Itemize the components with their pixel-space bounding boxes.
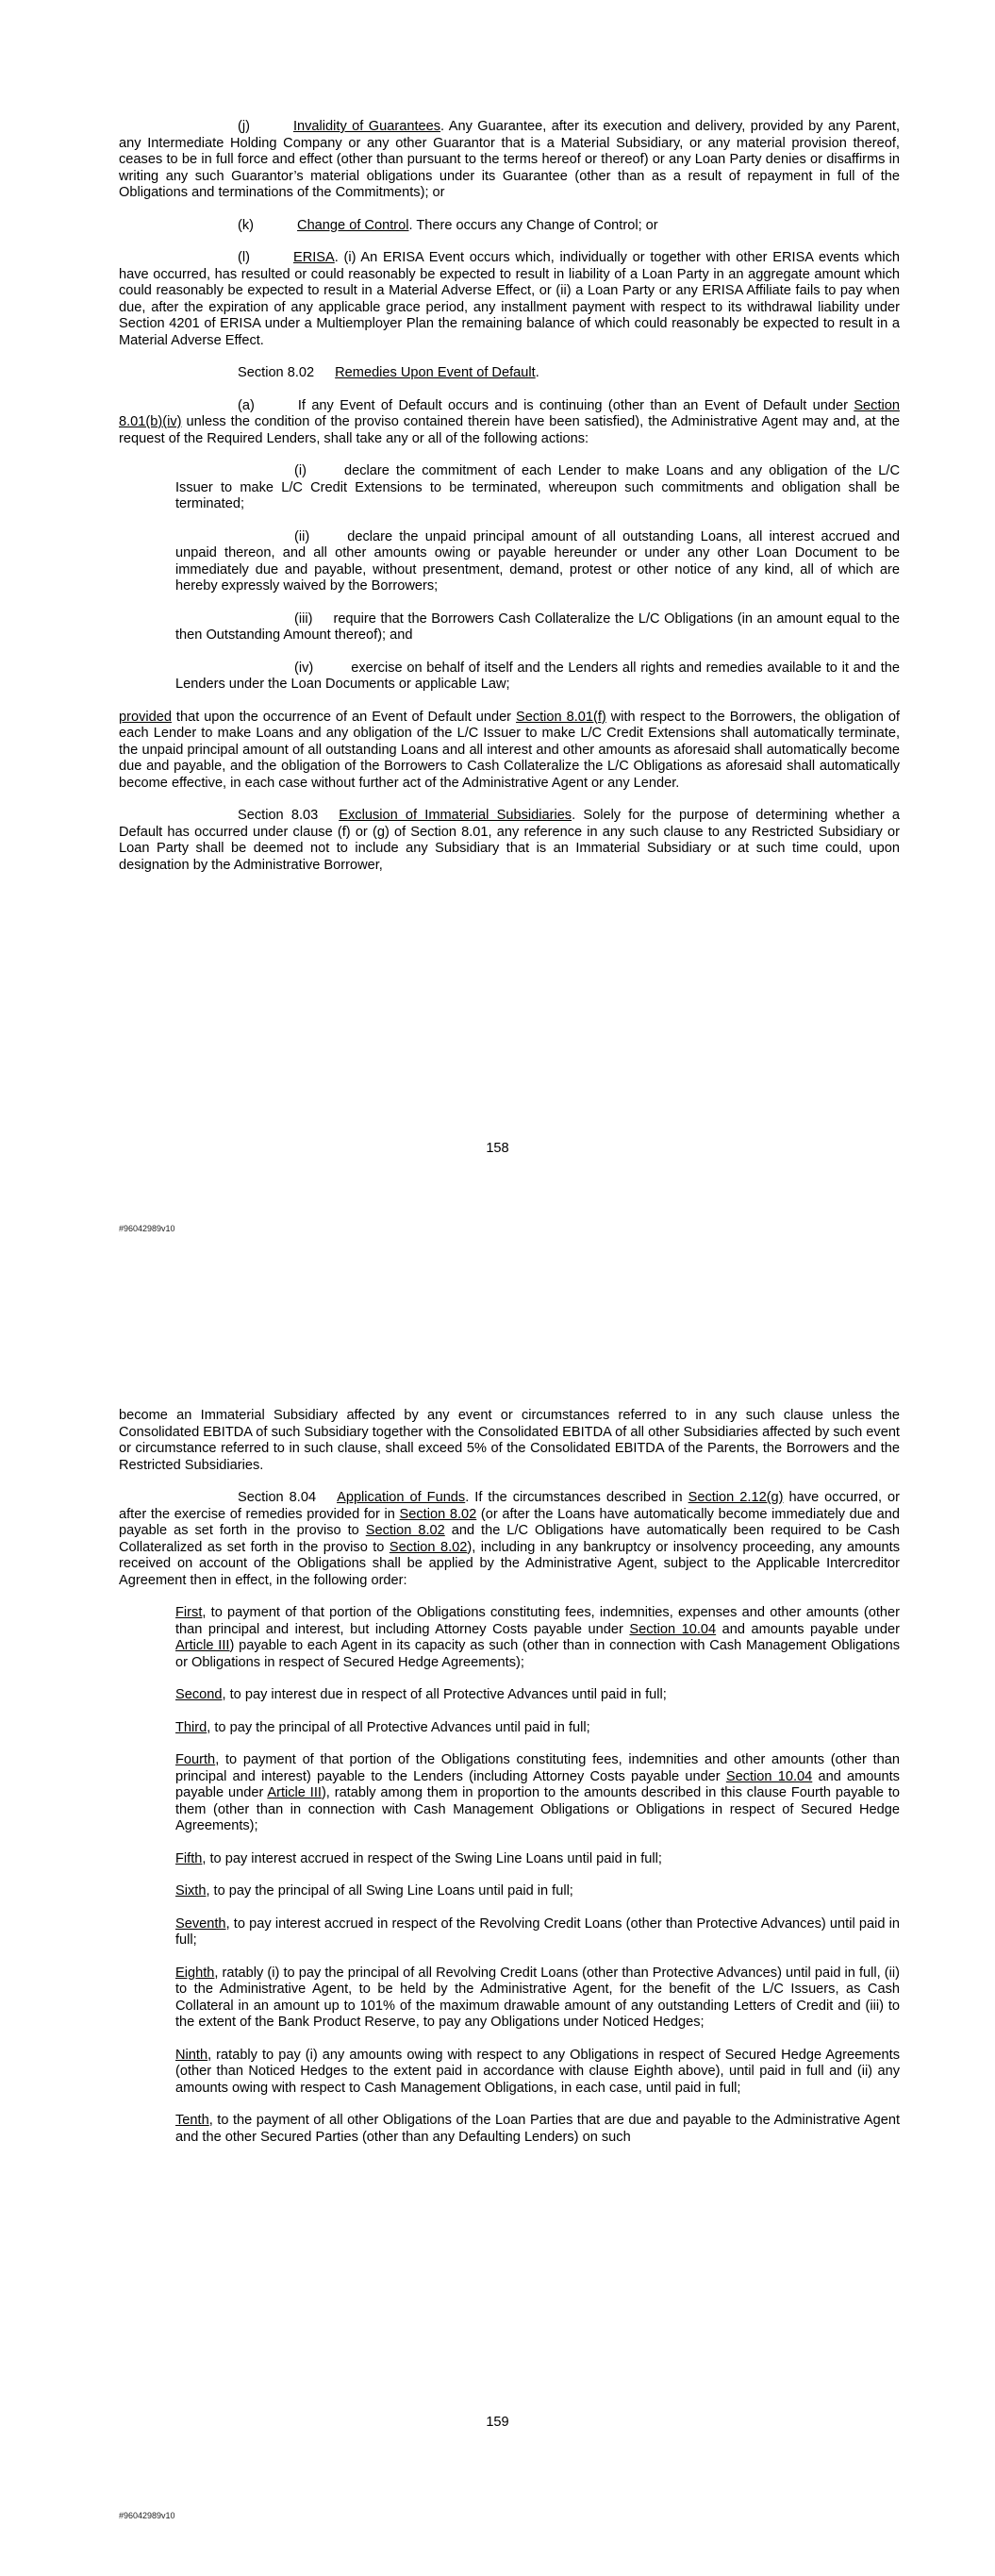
waterfall-text: , to payment of that portion of the Obligations constituting fees, indemnities, expenses and other amounts (other than principal and interest, but including Attorney Costs payable under — [175, 1605, 900, 1637]
section-8-04 — [119, 1490, 900, 1589]
waterfall-text: , to pay interest due in respect of all Protective Advances until paid in full; — [222, 1687, 667, 1702]
page-body — [119, 1408, 900, 2146]
clause-l — [119, 250, 900, 349]
section-text: (or after the Loans have automatically become immediately due and payable as set forth in the proviso to — [119, 1506, 901, 1538]
waterfall-lead: Tenth — [175, 2113, 209, 2128]
item-text: require that the Borrowers Cash Collateralize the L/C Obligations (in an amount equal to the then Outstanding Amount thereof); and — [175, 611, 900, 643]
proviso-paragraph — [119, 710, 900, 793]
cross-reference: Section 10.04 — [629, 1621, 717, 1637]
cross-reference: Section 8.01(b)(iv) — [119, 397, 900, 429]
paragraph-text: unless the condition of the proviso contained therein have been satisfied), the Administrative Agent may and, at the request of the Required Lenders, shall take any or all of the following actions: — [119, 414, 900, 446]
section-text: . Solely for the purpose of determining whether a Default has occurred under clause (f) or (g) of Section 8.01, any reference in any such clause to any Restricted Subsidiary or Loan Party shall be deemed not to include any Subsidiary that is an Immaterial Subsidiary or at such time could, upon designation by the Administrative Borrower, — [119, 808, 900, 873]
clause-label: (l) — [238, 250, 250, 265]
waterfall-text: ), ratably among them in proportion to the amounts described in this clause Fourth payable to them (other than in connection with Cash Management Obligations or Obligations in respect of Secured Hedge Agreements); — [175, 1785, 901, 1833]
clause-text: . There occurs any Change of Control; or — [408, 217, 658, 233]
document-id: #96042989v10 — [119, 2511, 175, 2520]
proviso-lead: provided — [119, 709, 172, 725]
waterfall-seventh — [175, 1916, 900, 1949]
section-label: Section 8.04 — [238, 1490, 317, 1505]
section-title: Application of Funds — [337, 1490, 466, 1505]
clause-k — [119, 218, 900, 235]
section-8-02-heading — [119, 365, 900, 382]
cross-reference: Section 8.02 — [389, 1539, 468, 1555]
waterfall-text: , to payment of that portion of the Obligations constituting fees, indemnities and other amounts (other than principal and interest) payable to the Lenders (including Attorney Costs payable under — [175, 1752, 900, 1784]
waterfall-lead: Seventh — [175, 1915, 226, 1932]
item-label: (iii) — [294, 611, 313, 627]
clause-text: . (i) An ERISA Event occurs which, individually or together with other ERISA events which have occurred, has resulted or could reasonably be expected to result in liability of a Loan Party in an aggregate amount which could reasonably be expected to result in a Material Adverse Effect, or (ii) a Loan Party or any ERISA Affiliate fails to pay when due, after the expiration of any applicable grace period, any installment payment with respect to its withdrawal liability under Section 4201 of ERISA under a Multiemployer Plan the remaining balance of which could reasonably be expected to result in a Material Adverse Effect. — [119, 250, 900, 348]
waterfall-lead: Fifth — [175, 1850, 203, 1866]
clause-heading: Change of Control — [297, 217, 409, 233]
section-text: . If the circumstances described in — [465, 1490, 688, 1505]
cross-reference: Section 8.02 — [365, 1523, 445, 1538]
remedy-item-ii — [175, 529, 900, 595]
waterfall-lead: Second — [175, 1687, 223, 1702]
paragraph-text: that upon the occurrence of an Event of Default under — [171, 709, 516, 725]
page-number: 158 — [486, 1141, 509, 1156]
item-label: (iv) — [294, 660, 314, 676]
remedy-item-iii — [175, 611, 900, 644]
waterfall-lead: Eighth — [175, 1965, 215, 1981]
waterfall-ninth — [175, 2048, 900, 2098]
section-title: Exclusion of Immaterial Subsidiaries — [339, 808, 572, 823]
paragraph-text: with respect to the Borrowers, the obligation of each Lender to make Loans and any obligation of the L/C Issuer to make L/C Credit Extensions shall automatically terminate, the unpaid principal amount of all outstanding Loans and all interest and other amounts as aforesaid shall automatically become due and payable, and the obligation of the Borrowers to Cash Collateralize the L/C Obligations as aforesaid shall automatically become effective, in each case without further act of the Administrative Agent or any Lender. — [119, 709, 900, 791]
waterfall-text: , ratably to pay (i) any amounts owing with respect to any Obligations in respect of Secured Hedge Agreements (other than Noticed Hedges to the extent paid in accordance with clause Eighth above), until paid in full and (ii) any amounts owing with respect to Cash Management Obligations, in each case, until paid in full; — [175, 2047, 900, 2096]
document-page-159 — [0, 1288, 995, 2576]
clause-heading: Invalidity of Guarantees — [292, 119, 441, 134]
section-label: Section 8.02 — [238, 365, 315, 380]
clause-text: . Any Guarantee, after its execution and delivery, provided by any Parent, any Intermediate Holding Company or any other Guarantor that is a Material Subsidiary, or any material provision thereof, ceases to be in full force and effect (other than pursuant to the terms hereof or thereof) or any Loan Party denies or disaffirms in writing any such Guarantor’s material obligations under its Guarantee (other than as a result of repayment in full of the Obligations and terminations of the Commitments); or — [119, 119, 900, 200]
section-text: and the L/C Obligations have automatically been required to be Cash Collateralized as set forth in the proviso to — [119, 1523, 900, 1555]
paragraph-label: (a) — [238, 397, 255, 413]
section-text: ), including in any bankruptcy or insolvency proceeding, any amounts received on account of the Obligations shall be applied by the Administrative Agent, subject to the Applicable Intercreditor Agreement then in effect, in the following order: — [119, 1539, 900, 1588]
item-text: declare the unpaid principal amount of all outstanding Loans, all interest accrued and unpaid thereon, and all other amounts owing or payable hereunder or under any other Loan Document to be immediately due and payable, without presentment, demand, protest or other notice of any kind, all of which are hereby expressly waived by the Borrowers; — [175, 528, 900, 594]
section-label: Section 8.03 — [238, 808, 319, 823]
waterfall-fourth — [175, 1752, 900, 1835]
clause-heading: ERISA — [292, 250, 335, 265]
section-title-suffix: . — [535, 365, 539, 380]
clause-label: (j) — [238, 119, 250, 134]
cross-reference: Section 2.12(g) — [688, 1490, 784, 1505]
section-8-03 — [119, 808, 900, 874]
page-body — [119, 119, 900, 874]
item-label: (ii) — [294, 528, 310, 544]
section-text: have occurred, or after the exercise of remedies provided for in — [119, 1490, 900, 1522]
clause-j — [119, 119, 900, 202]
cross-reference: Article III — [267, 1785, 322, 1800]
cross-reference: Article III — [175, 1638, 230, 1653]
item-label: (i) — [294, 463, 307, 478]
waterfall-text: and amounts payable under — [716, 1621, 900, 1637]
waterfall-text: , to pay interest accrued in respect of the Revolving Credit Loans (other than Protective Advances) until paid in full; — [175, 1915, 900, 1948]
waterfall-eighth — [175, 1965, 900, 2032]
waterfall-text: , to pay the principal of all Protective Advances until paid in full; — [207, 1719, 590, 1735]
waterfall-fifth — [175, 1851, 900, 1868]
waterfall-lead: Ninth — [175, 2047, 208, 2063]
paragraph-text: If any Event of Default occurs and is continuing (other than an Event of Default under — [297, 397, 854, 413]
waterfall-lead: Fourth — [175, 1752, 216, 1767]
waterfall-sixth — [175, 1883, 900, 1900]
waterfall-text: and amounts payable under — [175, 1768, 900, 1800]
waterfall-text: , to pay the principal of all Swing Line Loans until paid in full; — [206, 1883, 573, 1899]
section-title: Remedies Upon Event of Default — [335, 365, 536, 380]
cross-reference: Section 10.04 — [725, 1768, 813, 1784]
document-id: #96042989v10 — [119, 1224, 175, 1233]
waterfall-first — [175, 1605, 900, 1671]
waterfall-text: , to pay interest accrued in respect of the Swing Line Loans until paid in full; — [202, 1850, 662, 1866]
waterfall-lead: Third — [175, 1719, 207, 1735]
clause-label: (k) — [238, 217, 255, 233]
waterfall-lead: Sixth — [175, 1883, 207, 1899]
waterfall-text: ) payable to each Agent in its capacity as such (other than in connection with Cash Management Obligations or Obligations in respect of Secured Hedge Agreements); — [175, 1638, 901, 1670]
continuation-paragraph: become an Immaterial Subsidiary affected by any event or circumstances referred to in any such clause unless the Consolidated EBITDA of such Subsidiary together with the Consolidated EBITDA of all other Subsidiaries affected by such event or circumstance referred to in such clause, shall exceed 5% of the Consolidated EBITDA of the Parents, the Borrowers and the Restricted Subsidiaries. — [119, 1408, 900, 1473]
waterfall-third — [175, 1720, 900, 1737]
page-number: 159 — [486, 2415, 509, 2430]
waterfall-text: , ratably (i) to pay the principal of all Revolving Credit Loans (other than Protective Advances) until paid in full, (ii) to the Administrative Agent, to be held by the Administrative Agent, for the benefit of the L/C Issuers, as Cash Collateral in an amount up to 101% of the maximum drawable amount of any outstanding Letters of Credit and (iii) to the extent of the Bank Product Reserve, to pay any Obligations under Noticed Hedges; — [175, 1965, 900, 2030]
waterfall-lead: First — [175, 1605, 203, 1620]
cross-reference: Section 8.01(f) — [515, 709, 606, 725]
waterfall-text: , to the payment of all other Obligations of the Loan Parties that are due and payable to the Administrative Agent and the other Secured Parties (other than any Defaulting Lenders) on such — [175, 2113, 900, 2145]
remedy-item-i — [175, 463, 900, 513]
remedy-item-iv — [175, 661, 900, 694]
cross-reference: Section 8.02 — [399, 1506, 477, 1522]
item-text: exercise on behalf of itself and the Lenders all rights and remedies available to it and the Lenders under the Loan Documents or applicable Law; — [175, 660, 900, 692]
waterfall-tenth — [175, 2113, 900, 2146]
paragraph-a — [119, 398, 900, 448]
waterfall-second — [175, 1687, 900, 1704]
item-text: declare the commitment of each Lender to make Loans and any obligation of the L/C Issuer to make L/C Credit Extensions to be terminated, whereupon such commitments and obligation shall be terminated; — [175, 463, 900, 511]
